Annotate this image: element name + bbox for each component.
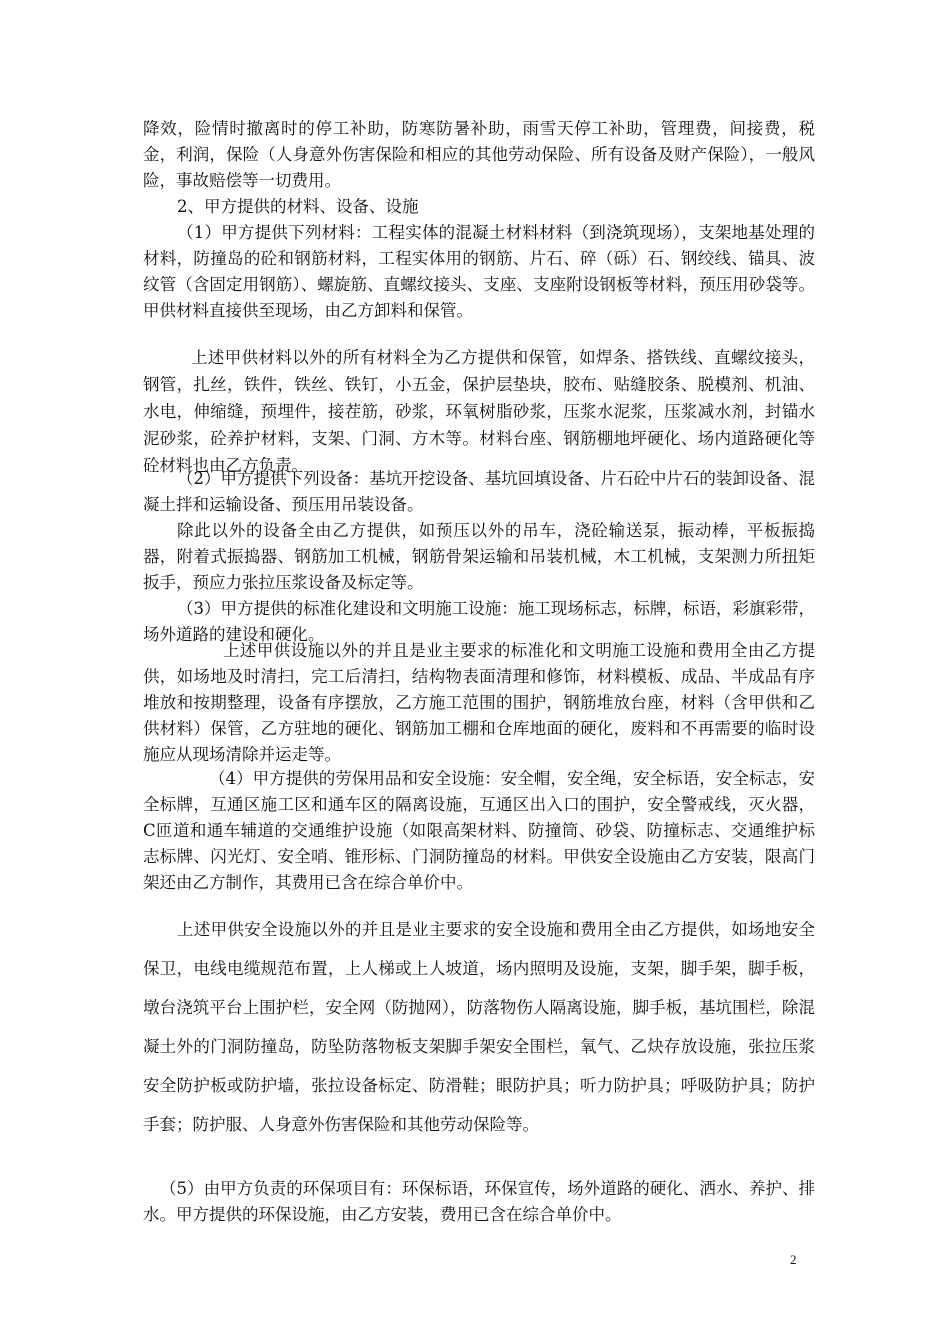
paragraph-item-4-safety: （4）甲方提供的劳保用品和安全设施：安全帽，安全绳，安全标语，安全标志，安全标牌，互通区施工区和通车区的隔离设施，互通区出入口的围护，安全警戒线，灭火器，C匝道和通车辅道的交通维护设施（如限高架材料、防撞筒、砂袋、防撞标志、交通维护标志标牌、闪光灯、安全哨、锥形标、门洞防撞岛的材料。甲供安全设施由乙方安装，限高门架还由乙方制作，其费用已含在综合单价中。: [143, 769, 815, 892]
paragraph-item-2-equipment: （2）甲方提供下列设备：基坑开挖设备、基坑回填设备、片石砼中片石的装卸设备、混凝土拌和运输设备、预压用吊装设备。: [143, 469, 815, 514]
paragraph-item-5-environment: （5）由甲方负责的环保项目有：环保标语，环保宣传，场外道路的硬化、洒水、养护、排水。甲方提供的环保设施，由乙方安装，费用已含在综合单价中。: [143, 1179, 815, 1224]
paragraph-item-1-materials: （1）甲方提供下列材料：工程实体的混凝土材料材料（到浇筑现场），支架地基处理的材料，防撞岛的砼和钢筋材料，工程实体用的钢筋、片石、碎（砾）石、钢绞线、锚具、波纹管（含固定用钢筋）、螺旋筋、直螺纹接头、支座、支座附设钢板等材料，预压用砂袋等。甲供材料直接供至现场，由乙方卸料和保管。: [143, 223, 815, 320]
page-number: 2: [790, 1252, 797, 1267]
paragraph-cost-items: 降效，险情时撤离时的停工补助，防寒防暑补助，雨雪天停工补助，管理费，间接费，税金，利润，保险（人身意外伤害保险和相应的其他劳动保险、所有设备及财产保险），一般风险，事故赔偿等一切费用。: [143, 119, 815, 190]
paragraph-contractor-facilities: 上述甲供设施以外的并且是业主要求的标准化和文明施工设施和费用全由乙方提供，如场地及时清扫，完工后清扫，结构物表面清理和修饰，材料模板、成品、半成品有序堆放和按期整理，设备有序摆放，乙方施工范围的围护，钢筋堆放台座，材料（含甲供和乙供材料）保管，乙方驻地的硬化、钢筋加工棚和仓库地面的硬化，废料和不再需要的临时设施应从现场清除并运走等。: [143, 641, 815, 764]
paragraph-contractor-equipment: 除此以外的设备全由乙方提供，如预压以外的吊车，浇砼输送泵，振动棒，平板振捣器，附着式振捣器、钢筋加工机械，钢筋骨架运输和吊装机械，木工机械，支架测力所扭矩扳手，预应力张拉压浆设备及标定等。: [143, 521, 815, 592]
paragraph-item-3-facilities: （3）甲方提供的标准化建设和文明施工设施：施工现场标志，标牌，标语，彩旗彩带，场外道路的建设和硬化。: [143, 599, 815, 644]
paragraph-contractor-materials: 上述甲供材料以外的所有材料全为乙方提供和保管，如焊条、搭铁线、直螺纹接头，钢管，扎丝，铁件，铁丝、铁钉，小五金，保护层垫块，胶布、贴缝胶条、脱模剂、机油、水电，伸缩缝，预埋件，接茬筋，砂浆，环氧树脂砂浆，压浆水泥浆，压浆减水剂，封锚水泥砂浆，砼养护材料，支架、门洞、方木等。材料台座、钢筋棚地坪硬化、场内道路硬化等砼材料也由乙方负责。: [143, 348, 815, 475]
section-heading-materials: 2、甲方提供的材料、设备、设施: [177, 197, 419, 216]
paragraph-contractor-safety: 上述甲供安全设施以外的并且是业主要求的安全设施和费用全由乙方提供，如场地安全保卫，电线电缆规范布置，上人梯或上人坡道，场内照明及设施，支架，脚手架，脚手板，墩台浇筑平台上围护栏，安全网（防抛网），防落物伤人隔离设施，脚手板，基坑围栏，除混凝土外的门洞防撞岛，防坠防落物板支架脚手架安全围栏，氧气、乙炔存放设施，张拉压浆安全防护板或防护墙，张拉设备标定、防滑鞋；眼防护具；听力防护具；呼吸防护具；防护手套；防护服、人身意外伤害保险和其他劳动保险等。: [143, 920, 815, 1134]
